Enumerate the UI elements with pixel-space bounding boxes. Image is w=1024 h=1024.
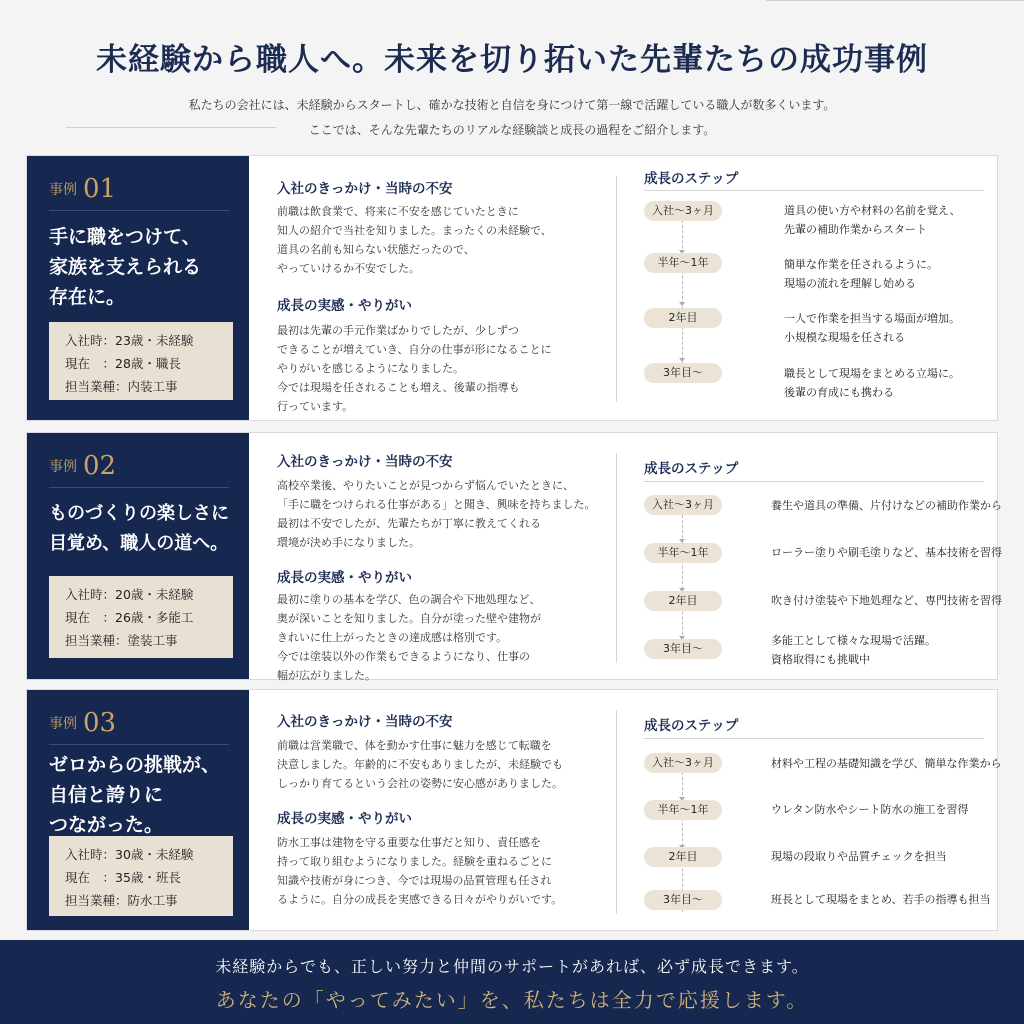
intro-divider-right bbox=[766, 0, 1024, 1]
column-divider bbox=[616, 710, 617, 914]
case-headline bbox=[49, 499, 239, 559]
step-period: 3年目〜 bbox=[644, 639, 722, 659]
text-line: 現場の流れを理解し始める bbox=[784, 277, 916, 290]
profile-line: 担当業種：塗装工事 bbox=[65, 633, 178, 648]
step-period: 半年〜1年 bbox=[644, 543, 722, 563]
page-title: 未経験から職人へ。未来を切り拓いた先輩たちの成功事例 bbox=[96, 42, 928, 78]
footer-tagline: あなたの「やってみたい」を、私たちは全力で応援します。 bbox=[215, 988, 809, 1012]
step-desc bbox=[784, 255, 938, 293]
text-line: やりがいを感じるようになりました。 bbox=[277, 362, 464, 375]
case-card-01 bbox=[26, 155, 998, 421]
profile-line: 入社時：23歳・未経験 bbox=[65, 333, 194, 348]
trigger-heading: 入社のきっかけ・当時の不安 bbox=[277, 181, 453, 197]
headline-line: 手に職をつけて、 bbox=[49, 226, 201, 248]
footer-banner bbox=[0, 940, 1024, 1024]
text-line: 高校卒業後、やりたいことが見つからず悩んでいたときに、 bbox=[277, 479, 574, 492]
text-line: るように。自分の成長を実感できる日々がやりがいです。 bbox=[277, 893, 563, 906]
text-line: 奥が深いことを知りました。自分が塗った壁や建物が bbox=[277, 612, 541, 625]
step-desc bbox=[771, 631, 936, 669]
headline-line: 自信と誇りに bbox=[49, 784, 164, 806]
step-desc bbox=[771, 543, 1002, 562]
profile-line: 担当業種：防水工事 bbox=[65, 893, 178, 908]
growth-heading: 成長の実感・やりがい bbox=[277, 298, 412, 314]
case-sidebar bbox=[27, 433, 249, 679]
profile-line: 現在 ：28歳・職長 bbox=[65, 356, 181, 371]
headline-line: ゼロからの挑戦が、 bbox=[49, 754, 221, 776]
timeline-arrow bbox=[679, 302, 685, 306]
profile-box bbox=[49, 836, 233, 916]
step-period: 入社〜3ヶ月 bbox=[644, 201, 722, 221]
case-label-text: 事例 bbox=[49, 459, 77, 475]
text-line: 班長として現場をまとめ、若手の指導も担当 bbox=[771, 893, 991, 906]
text-line: 知人の紹介で当社を知りました。まったくの未経験で、 bbox=[277, 224, 552, 237]
case-label bbox=[49, 708, 116, 738]
step-desc bbox=[784, 201, 961, 239]
trigger-heading: 入社のきっかけ・当時の不安 bbox=[277, 454, 453, 470]
column-divider bbox=[616, 453, 617, 663]
headline-line: 家族を支えられる bbox=[49, 256, 202, 278]
case-number: 01 bbox=[83, 174, 117, 204]
growth-heading: 成長の実感・やりがい bbox=[277, 811, 412, 827]
trigger-text bbox=[277, 736, 607, 793]
headline-line: ものづくりの楽しさに bbox=[49, 503, 229, 524]
trigger-heading: 入社のきっかけ・当時の不安 bbox=[277, 714, 453, 730]
column-divider bbox=[616, 176, 617, 402]
footer-message: 未経験からでも、正しい努力と仲間のサポートがあれば、必ず成長できます。 bbox=[215, 957, 809, 976]
case-sidebar bbox=[27, 156, 249, 420]
text-line: やっていけるか不安でした。 bbox=[277, 262, 420, 275]
profile-line: 現在 ：35歳・班長 bbox=[65, 870, 181, 885]
growth-text bbox=[277, 321, 607, 416]
text-line: 「手に職をつけられる仕事がある」と聞き、興味を持ちました。 bbox=[277, 498, 596, 511]
case-card-02 bbox=[26, 432, 1002, 682]
case-sidebar bbox=[27, 690, 249, 930]
growth-text bbox=[277, 833, 607, 909]
step-desc bbox=[771, 754, 1002, 773]
step-period: 2年目 bbox=[644, 308, 722, 328]
step-desc bbox=[771, 890, 991, 909]
step-desc bbox=[771, 591, 1002, 610]
case-divider bbox=[49, 210, 229, 211]
case-divider bbox=[49, 487, 229, 488]
text-line: きれいに仕上がったときの達成感は格別です。 bbox=[277, 631, 508, 644]
steps-heading: 成長のステップ bbox=[644, 461, 739, 477]
text-line: 簡単な作業を任されるように。 bbox=[784, 258, 938, 271]
profile-line: 入社時：20歳・未経験 bbox=[65, 587, 194, 602]
headline-line: つながった。 bbox=[49, 814, 164, 836]
text-line: 行っています。 bbox=[277, 400, 354, 413]
case-headline bbox=[49, 750, 239, 840]
text-line: 道具の名前も知らない状態だったので、 bbox=[277, 243, 475, 256]
step-period: 半年〜1年 bbox=[644, 253, 722, 273]
text-line: ローラー塗りや刷毛塗りなど、基本技術を習得 bbox=[771, 546, 1002, 559]
text-line: 多能工として様々な現場で活躍。 bbox=[771, 634, 936, 647]
step-period: 半年〜1年 bbox=[644, 800, 722, 820]
text-line: 職長として現場をまとめる立場に。 bbox=[784, 367, 960, 380]
text-line: できることが増えていき、自分の仕事が形になることに bbox=[277, 343, 552, 356]
case-number: 03 bbox=[83, 708, 117, 738]
growth-text bbox=[277, 590, 607, 685]
text-line: 養生や道具の準備、片付けなどの補助作業から bbox=[771, 499, 1002, 512]
profile-line: 入社時：30歳・未経験 bbox=[65, 847, 194, 862]
text-line: 最初は先輩の手元作業ばかりでしたが、少しずつ bbox=[277, 324, 519, 337]
timeline-arrow bbox=[679, 358, 685, 362]
step-period: 2年目 bbox=[644, 847, 722, 867]
text-line: ウレタン防水やシート防水の施工を習得 bbox=[771, 803, 969, 816]
text-line: 環境が決め手になりました。 bbox=[277, 536, 420, 549]
steps-heading: 成長のステップ bbox=[644, 718, 739, 734]
growth-heading: 成長の実感・やりがい bbox=[277, 570, 412, 586]
steps-divider bbox=[644, 738, 984, 739]
text-line: 材料や工程の基礎知識を学び、簡単な作業から bbox=[771, 757, 1002, 770]
text-line: しっかり育てるという会社の姿勢に安心感がありました。 bbox=[277, 777, 563, 790]
text-line: 持って取り組むようになりました。経験を重ねるごとに bbox=[277, 855, 552, 868]
step-desc bbox=[771, 847, 947, 866]
case-label-text: 事例 bbox=[49, 182, 77, 198]
profile-line: 担当業種：内装工事 bbox=[65, 379, 178, 394]
text-line: 道具の使い方や材料の名前を覚え、 bbox=[784, 204, 961, 217]
text-line: 決意しました。年齢的に不安もありましたが、未経験でも bbox=[277, 758, 563, 771]
headline-line: 目覚め、職人の道へ。 bbox=[49, 533, 229, 554]
text-line: 後輩の育成にも携わる bbox=[784, 386, 894, 399]
step-period: 入社〜3ヶ月 bbox=[644, 495, 722, 515]
text-line: 資格取得にも挑戦中 bbox=[771, 653, 870, 666]
case-headline bbox=[49, 222, 239, 312]
text-line: 小規模な現場を任される bbox=[784, 331, 905, 344]
text-line: 前職は飲食業で、将来に不安を感じていたときに bbox=[277, 205, 519, 218]
trigger-text bbox=[277, 202, 607, 278]
text-line: 知識や技術が身につき、今では現場の品質管理も任され bbox=[277, 874, 552, 887]
text-line: 今では塗装以外の作業もできるようになり、仕事の bbox=[277, 650, 530, 663]
text-line: 幅が広がりました。 bbox=[277, 669, 376, 682]
case-card-03 bbox=[26, 689, 1002, 931]
text-line: 最初に塗りの基本を学び、色の調合や下地処理など、 bbox=[277, 593, 541, 606]
intro-line-2: ここでは、そんな先輩たちのリアルな経験談と成長の過程をご紹介します。 bbox=[308, 123, 716, 137]
step-period: 3年目〜 bbox=[644, 363, 722, 383]
step-period: 入社〜3ヶ月 bbox=[644, 753, 722, 773]
timeline-line bbox=[682, 515, 683, 655]
step-period: 3年目〜 bbox=[644, 890, 722, 910]
timeline-line bbox=[682, 220, 683, 370]
text-line: 防水工事は建物を守る重要な仕事だと知り、責任感を bbox=[277, 836, 541, 849]
text-line: 最初は不安でしたが、先輩たちが丁寧に教えてくれる bbox=[277, 517, 541, 530]
steps-divider bbox=[644, 481, 984, 482]
profile-box bbox=[49, 322, 233, 400]
step-desc bbox=[784, 364, 960, 402]
case-number: 02 bbox=[83, 451, 117, 481]
steps-divider bbox=[644, 190, 984, 191]
text-line: 先輩の補助作業からスタート bbox=[784, 223, 927, 236]
text-line: 一人で作業を担当する場面が増加。 bbox=[784, 312, 960, 325]
text-line: 今では現場を任されることも増え、後輩の指導も bbox=[277, 381, 520, 394]
steps-heading: 成長のステップ bbox=[644, 171, 739, 187]
profile-line: 現在 ：26歳・多能工 bbox=[65, 610, 194, 625]
trigger-text bbox=[277, 476, 607, 552]
text-line: 現場の段取りや品質チェックを担当 bbox=[771, 850, 947, 863]
step-desc bbox=[771, 496, 1002, 515]
step-period: 2年目 bbox=[644, 591, 722, 611]
step-desc bbox=[771, 800, 969, 819]
case-label bbox=[49, 451, 116, 481]
profile-box bbox=[49, 576, 233, 658]
text-line: 吹き付け塗装や下地処理など、専門技術を習得 bbox=[771, 594, 1002, 607]
case-divider bbox=[49, 744, 229, 745]
case-label bbox=[49, 174, 116, 204]
step-desc bbox=[784, 309, 960, 347]
text-line: 前職は営業職で、体を動かす仕事に魅力を感じて転職を bbox=[277, 739, 552, 752]
headline-line: 存在に。 bbox=[49, 286, 126, 308]
case-label-text: 事例 bbox=[49, 716, 77, 732]
intro-line-1: 私たちの会社には、未経験からスタートし、確かな技術と自信を身につけて第一線で活躍している職人が数多くいます。 bbox=[188, 98, 836, 112]
